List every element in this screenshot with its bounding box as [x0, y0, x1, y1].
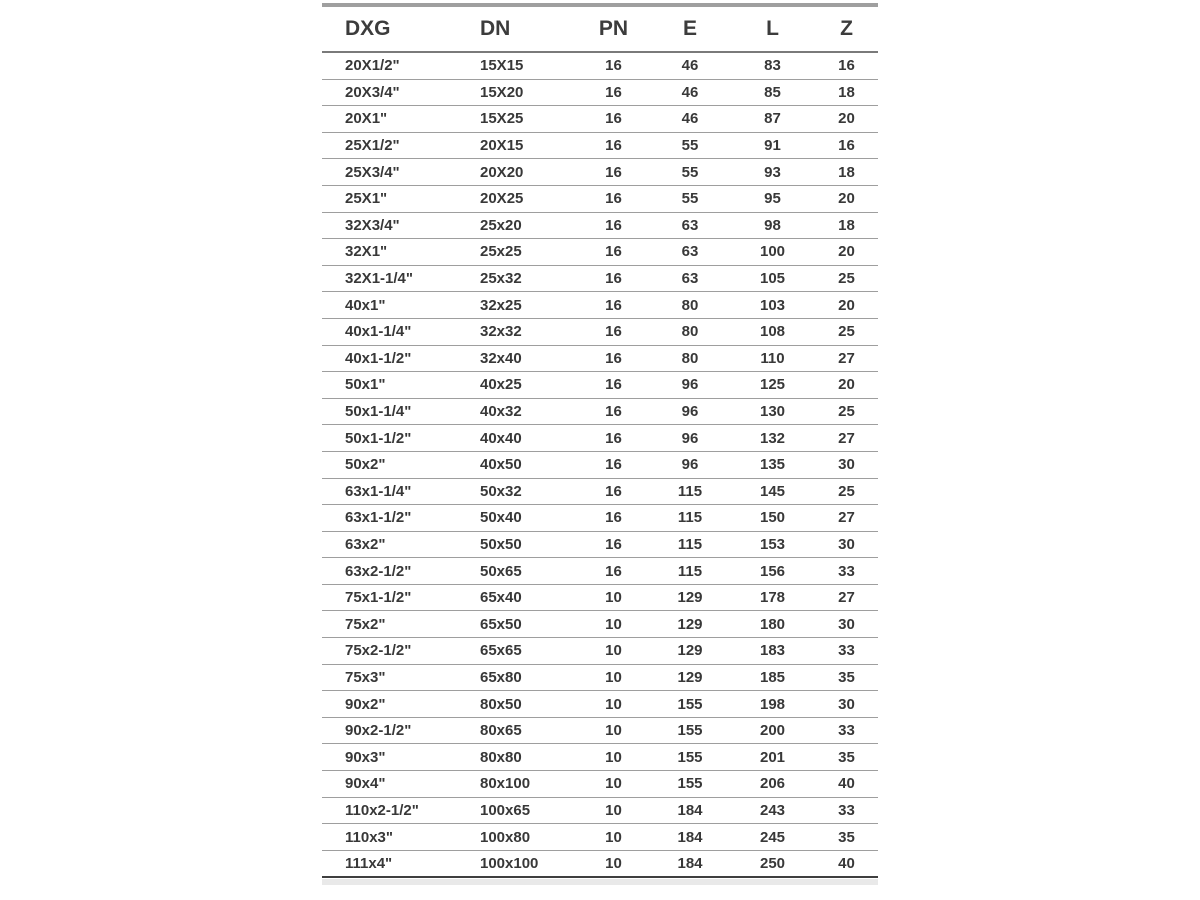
table-cell: 25x20: [472, 212, 577, 239]
column-header-l: L: [730, 5, 815, 52]
table-cell: 20X25: [472, 185, 577, 212]
table-cell: 40x25: [472, 372, 577, 399]
table-cell: 200: [730, 717, 815, 744]
table-row: [322, 159, 878, 186]
table-cell: 98: [730, 212, 815, 239]
table-cell: 90x2-1/2": [322, 717, 472, 744]
table-cell: 155: [650, 691, 730, 718]
table-cell: 20: [815, 239, 878, 266]
table-cell: 10: [577, 744, 650, 771]
table-cell: 25X1/2": [322, 132, 472, 159]
table-cell: 206: [730, 771, 815, 798]
table-cell: 40: [815, 771, 878, 798]
table-cell: 25X3/4": [322, 159, 472, 186]
table-cell: 180: [730, 611, 815, 638]
table-cell: 80x50: [472, 691, 577, 718]
table-cell: 115: [650, 505, 730, 532]
table-row: [322, 664, 878, 691]
table-cell: 100x65: [472, 797, 577, 824]
table-cell: 33: [815, 797, 878, 824]
table-cell: 198: [730, 691, 815, 718]
table-cell: 35: [815, 744, 878, 771]
table-cell: 32X1-1/4": [322, 265, 472, 292]
table-row: [322, 744, 878, 771]
table-row: [322, 239, 878, 266]
table-cell: 96: [650, 425, 730, 452]
table-cell: 125: [730, 372, 815, 399]
table-row: [322, 185, 878, 212]
table-cell: 63x2": [322, 531, 472, 558]
table-row: [322, 292, 878, 319]
table-cell: 40x50: [472, 451, 577, 478]
table-cell: 110: [730, 345, 815, 372]
table-cell: 16: [577, 292, 650, 319]
table-row: [322, 505, 878, 532]
table-cell: 10: [577, 664, 650, 691]
table-cell: 20: [815, 106, 878, 133]
table-cell: 132: [730, 425, 815, 452]
table-cell: 63x1-1/2": [322, 505, 472, 532]
table-cell: 40x40: [472, 425, 577, 452]
table-cell: 32X3/4": [322, 212, 472, 239]
table-cell: 87: [730, 106, 815, 133]
table-cell: 83: [730, 52, 815, 79]
table-cell: 25x25: [472, 239, 577, 266]
table-cell: 40x1-1/4": [322, 318, 472, 345]
table-cell: 183: [730, 638, 815, 665]
table-cell: 16: [577, 451, 650, 478]
table-cell: 178: [730, 584, 815, 611]
table-row: [322, 531, 878, 558]
table-cell: 27: [815, 425, 878, 452]
table-cell: 145: [730, 478, 815, 505]
table-cell: 80: [650, 318, 730, 345]
table-cell: 25: [815, 398, 878, 425]
table-cell: 155: [650, 717, 730, 744]
table-row: [322, 584, 878, 611]
table-cell: 16: [577, 345, 650, 372]
table-cell: 16: [577, 212, 650, 239]
table-cell: 16: [577, 372, 650, 399]
table-cell: 30: [815, 531, 878, 558]
table-cell: 65x50: [472, 611, 577, 638]
table-cell: 20X1": [322, 106, 472, 133]
table-cell: 65x65: [472, 638, 577, 665]
table-cell: 16: [577, 478, 650, 505]
table-cell: 16: [577, 265, 650, 292]
table-cell: 16: [577, 185, 650, 212]
table-cell: 63x2-1/2": [322, 558, 472, 585]
table-row: [322, 79, 878, 106]
table-cell: 32X1": [322, 239, 472, 266]
table-cell: 50x1-1/4": [322, 398, 472, 425]
table-cell: 63: [650, 212, 730, 239]
table-cell: 50x1-1/2": [322, 425, 472, 452]
table-cell: 65x40: [472, 584, 577, 611]
table-cell: 32x25: [472, 292, 577, 319]
table-row: [322, 132, 878, 159]
table-cell: 16: [577, 132, 650, 159]
table-cell: 15X15: [472, 52, 577, 79]
table-cell: 16: [577, 239, 650, 266]
table-bottom-strip: [322, 879, 878, 885]
table-cell: 129: [650, 584, 730, 611]
table-row: [322, 638, 878, 665]
table-cell: 75x2-1/2": [322, 638, 472, 665]
table-cell: 115: [650, 558, 730, 585]
table-cell: 27: [815, 505, 878, 532]
table-cell: 20X3/4": [322, 79, 472, 106]
table-cell: 201: [730, 744, 815, 771]
table-cell: 243: [730, 797, 815, 824]
table-cell: 184: [650, 797, 730, 824]
table-cell: 185: [730, 664, 815, 691]
table-cell: 96: [650, 451, 730, 478]
table-cell: 184: [650, 850, 730, 877]
table-cell: 50x50: [472, 531, 577, 558]
table-cell: 40x1": [322, 292, 472, 319]
table-cell: 63: [650, 239, 730, 266]
table-cell: 50x32: [472, 478, 577, 505]
table-cell: 80: [650, 292, 730, 319]
table-row: [322, 451, 878, 478]
table-cell: 80: [650, 345, 730, 372]
table-cell: 80x80: [472, 744, 577, 771]
table-cell: 75x2": [322, 611, 472, 638]
table-cell: 35: [815, 824, 878, 851]
table-cell: 50x2": [322, 451, 472, 478]
table-cell: 63: [650, 265, 730, 292]
table-cell: 16: [577, 106, 650, 133]
table-cell: 30: [815, 611, 878, 638]
table-cell: 155: [650, 771, 730, 798]
table-cell: 100x80: [472, 824, 577, 851]
table-cell: 10: [577, 797, 650, 824]
table-cell: 16: [577, 531, 650, 558]
table-cell: 46: [650, 79, 730, 106]
table-cell: 10: [577, 824, 650, 851]
table-cell: 40x32: [472, 398, 577, 425]
table-cell: 55: [650, 132, 730, 159]
column-header-dxg: DXG: [322, 5, 472, 52]
table-cell: 110x2-1/2": [322, 797, 472, 824]
column-header-dn: DN: [472, 5, 577, 52]
table-row: [322, 265, 878, 292]
table-cell: 110x3": [322, 824, 472, 851]
table-cell: 40x1-1/2": [322, 345, 472, 372]
table-cell: 20: [815, 372, 878, 399]
table-cell: 25: [815, 318, 878, 345]
table-cell: 16: [577, 558, 650, 585]
table-cell: 129: [650, 611, 730, 638]
table-cell: 20X15: [472, 132, 577, 159]
table-cell: 80x100: [472, 771, 577, 798]
table-cell: 135: [730, 451, 815, 478]
spec-table: [322, 3, 878, 878]
table-cell: 15X25: [472, 106, 577, 133]
table-cell: 10: [577, 850, 650, 877]
table-cell: 10: [577, 717, 650, 744]
table-cell: 108: [730, 318, 815, 345]
table-row: [322, 558, 878, 585]
table-cell: 16: [815, 52, 878, 79]
table-cell: 91: [730, 132, 815, 159]
table-cell: 20: [815, 292, 878, 319]
table-cell: 63x1-1/4": [322, 478, 472, 505]
table-row: [322, 824, 878, 851]
table-cell: 16: [815, 132, 878, 159]
table-header: [322, 5, 878, 52]
table-cell: 16: [577, 318, 650, 345]
table-cell: 33: [815, 638, 878, 665]
table-cell: 27: [815, 584, 878, 611]
table-cell: 35: [815, 664, 878, 691]
table-cell: 80x65: [472, 717, 577, 744]
table-cell: 50x40: [472, 505, 577, 532]
table-cell: 115: [650, 531, 730, 558]
table-row: [322, 850, 878, 877]
column-header-z: Z: [815, 5, 878, 52]
table-row: [322, 372, 878, 399]
table-row: [322, 797, 878, 824]
table-cell: 16: [577, 398, 650, 425]
table-row: [322, 398, 878, 425]
table-cell: 33: [815, 717, 878, 744]
table-cell: 16: [577, 505, 650, 532]
table-cell: 250: [730, 850, 815, 877]
table-cell: 25: [815, 478, 878, 505]
table-row: [322, 717, 878, 744]
table-cell: 46: [650, 106, 730, 133]
table-row: [322, 425, 878, 452]
table-cell: 16: [577, 79, 650, 106]
table-cell: 46: [650, 52, 730, 79]
table-cell: 155: [650, 744, 730, 771]
table-cell: 90x3": [322, 744, 472, 771]
table-row: [322, 691, 878, 718]
table-cell: 16: [577, 52, 650, 79]
table-cell: 25x32: [472, 265, 577, 292]
table-cell: 75x1-1/2": [322, 584, 472, 611]
table-cell: 75x3": [322, 664, 472, 691]
table-cell: 130: [730, 398, 815, 425]
table-cell: 65x80: [472, 664, 577, 691]
table-cell: 184: [650, 824, 730, 851]
table-cell: 100: [730, 239, 815, 266]
table-cell: 10: [577, 691, 650, 718]
table-cell: 20X20: [472, 159, 577, 186]
table-cell: 10: [577, 638, 650, 665]
table-row: [322, 345, 878, 372]
table-cell: 30: [815, 451, 878, 478]
spec-table-container: [322, 3, 878, 878]
table-cell: 150: [730, 505, 815, 532]
table-cell: 40: [815, 850, 878, 877]
table-row: [322, 212, 878, 239]
table-row: [322, 318, 878, 345]
table-cell: 15X20: [472, 79, 577, 106]
table-cell: 111x4": [322, 850, 472, 877]
table-cell: 32x32: [472, 318, 577, 345]
column-header-pn: PN: [577, 5, 650, 52]
table-cell: 50x65: [472, 558, 577, 585]
table-cell: 115: [650, 478, 730, 505]
table-cell: 55: [650, 159, 730, 186]
table-cell: 96: [650, 398, 730, 425]
table-cell: 32x40: [472, 345, 577, 372]
table-body: [322, 52, 878, 877]
table-cell: 96: [650, 372, 730, 399]
table-cell: 18: [815, 212, 878, 239]
table-cell: 33: [815, 558, 878, 585]
table-cell: 90x2": [322, 691, 472, 718]
table-cell: 129: [650, 638, 730, 665]
table-cell: 20X1/2": [322, 52, 472, 79]
table-cell: 18: [815, 79, 878, 106]
table-cell: 153: [730, 531, 815, 558]
table-cell: 10: [577, 771, 650, 798]
table-cell: 55: [650, 185, 730, 212]
table-cell: 90x4": [322, 771, 472, 798]
table-header-row: [322, 5, 878, 52]
table-cell: 85: [730, 79, 815, 106]
table-cell: 103: [730, 292, 815, 319]
table-cell: 25: [815, 265, 878, 292]
table-cell: 20: [815, 185, 878, 212]
table-cell: 95: [730, 185, 815, 212]
table-cell: 27: [815, 345, 878, 372]
table-cell: 16: [577, 159, 650, 186]
table-cell: 156: [730, 558, 815, 585]
table-cell: 93: [730, 159, 815, 186]
table-cell: 129: [650, 664, 730, 691]
table-cell: 18: [815, 159, 878, 186]
column-header-e: E: [650, 5, 730, 52]
table-cell: 100x100: [472, 850, 577, 877]
table-row: [322, 478, 878, 505]
table-row: [322, 106, 878, 133]
table-cell: 105: [730, 265, 815, 292]
table-row: [322, 611, 878, 638]
table-row: [322, 52, 878, 79]
table-cell: 30: [815, 691, 878, 718]
table-cell: 50x1": [322, 372, 472, 399]
table-cell: 16: [577, 425, 650, 452]
table-cell: 25X1": [322, 185, 472, 212]
table-cell: 245: [730, 824, 815, 851]
table-row: [322, 771, 878, 798]
table-cell: 10: [577, 584, 650, 611]
table-cell: 10: [577, 611, 650, 638]
